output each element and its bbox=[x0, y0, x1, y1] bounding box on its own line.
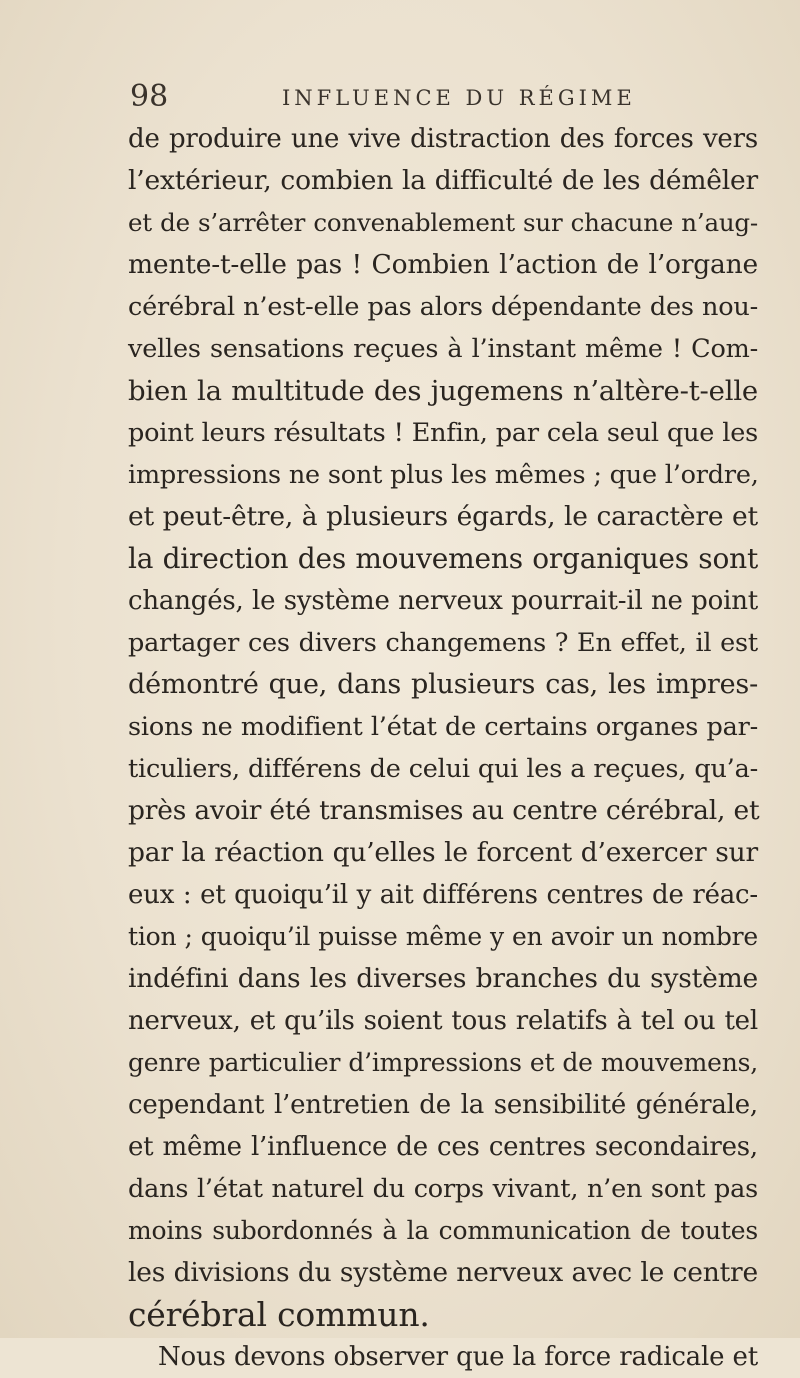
text-line: près avoir été transmises au centre cérébral, et bbox=[128, 795, 760, 826]
text-line: mente-t-elle pas ! Combien l’action de l’organe bbox=[128, 249, 758, 280]
text-line: et de s’arrêter convenablement sur chacune n’aug- bbox=[128, 208, 758, 237]
text-line: dans l’état naturel du corps vivant, n’en sont pas bbox=[128, 1174, 758, 1204]
running-head bbox=[130, 80, 750, 114]
text-line: moins subordonnés à la communication de toutes bbox=[128, 1216, 758, 1245]
text-line: cependant l’entretien de la sensibilité générale, bbox=[128, 1090, 758, 1120]
text-line: démontré que, dans plusieurs cas, les impres- bbox=[128, 669, 758, 700]
text-line: par la réaction qu’elles le forcent d’exercer sur bbox=[128, 837, 758, 868]
text-line: ticuliers, différens de celui qui les a reçues, qu’a- bbox=[128, 754, 758, 784]
text-line: impressions ne sont plus les mêmes ; que l’ordre, bbox=[128, 460, 759, 490]
text-line: et peut-être, à plusieurs égards, le caractère et bbox=[128, 501, 758, 532]
body-text bbox=[128, 118, 758, 1378]
text-line: la direction des mouvemens organiques sont bbox=[128, 542, 758, 575]
text-line-paragraph-start: Nous devons observer que la force radicale et bbox=[158, 1342, 758, 1372]
text-line: l’extérieur, combien la difficulté de les démêler bbox=[128, 165, 758, 196]
text-line: point leurs résultats ! Enfin, par cela seul que les bbox=[128, 418, 758, 448]
text-line: tion ; quoiqu’il puisse même y en avoir un nombre bbox=[128, 922, 758, 951]
running-title: INFLUENCE DU RÉGIME bbox=[282, 86, 636, 110]
text-line: de produire une vive distraction des forces vers bbox=[128, 124, 758, 154]
text-line: partager ces divers changemens ? En effet, il est bbox=[128, 628, 758, 658]
text-line: les divisions du système nerveux avec le centre bbox=[128, 1257, 758, 1288]
text-line: nerveux, et qu’ils soient tous relatifs à tel ou tel bbox=[128, 1006, 758, 1036]
text-line: bien la multitude des jugemens n’altère-t-elle bbox=[128, 375, 758, 407]
text-line: velles sensations reçues à l’instant même ! Com- bbox=[128, 334, 758, 364]
text-line: cérébral n’est-elle pas alors dépendante des nou- bbox=[128, 292, 758, 322]
text-line: et même l’influence de ces centres secondaires, bbox=[128, 1132, 758, 1162]
text-line: eux : et quoiqu’il y ait différens centres de réac- bbox=[128, 880, 758, 910]
text-line: genre particulier d’impressions et de mouvemens, bbox=[128, 1048, 758, 1077]
text-line-paragraph-end: cérébral commun. bbox=[128, 1295, 430, 1334]
text-line: sions ne modifient l’état de certains organes par- bbox=[128, 712, 758, 742]
text-line: indéfini dans les diverses branches du système bbox=[128, 963, 758, 994]
page-number: 98 bbox=[130, 79, 169, 114]
text-line: changés, le système nerveux pourrait-il ne point bbox=[128, 586, 758, 616]
